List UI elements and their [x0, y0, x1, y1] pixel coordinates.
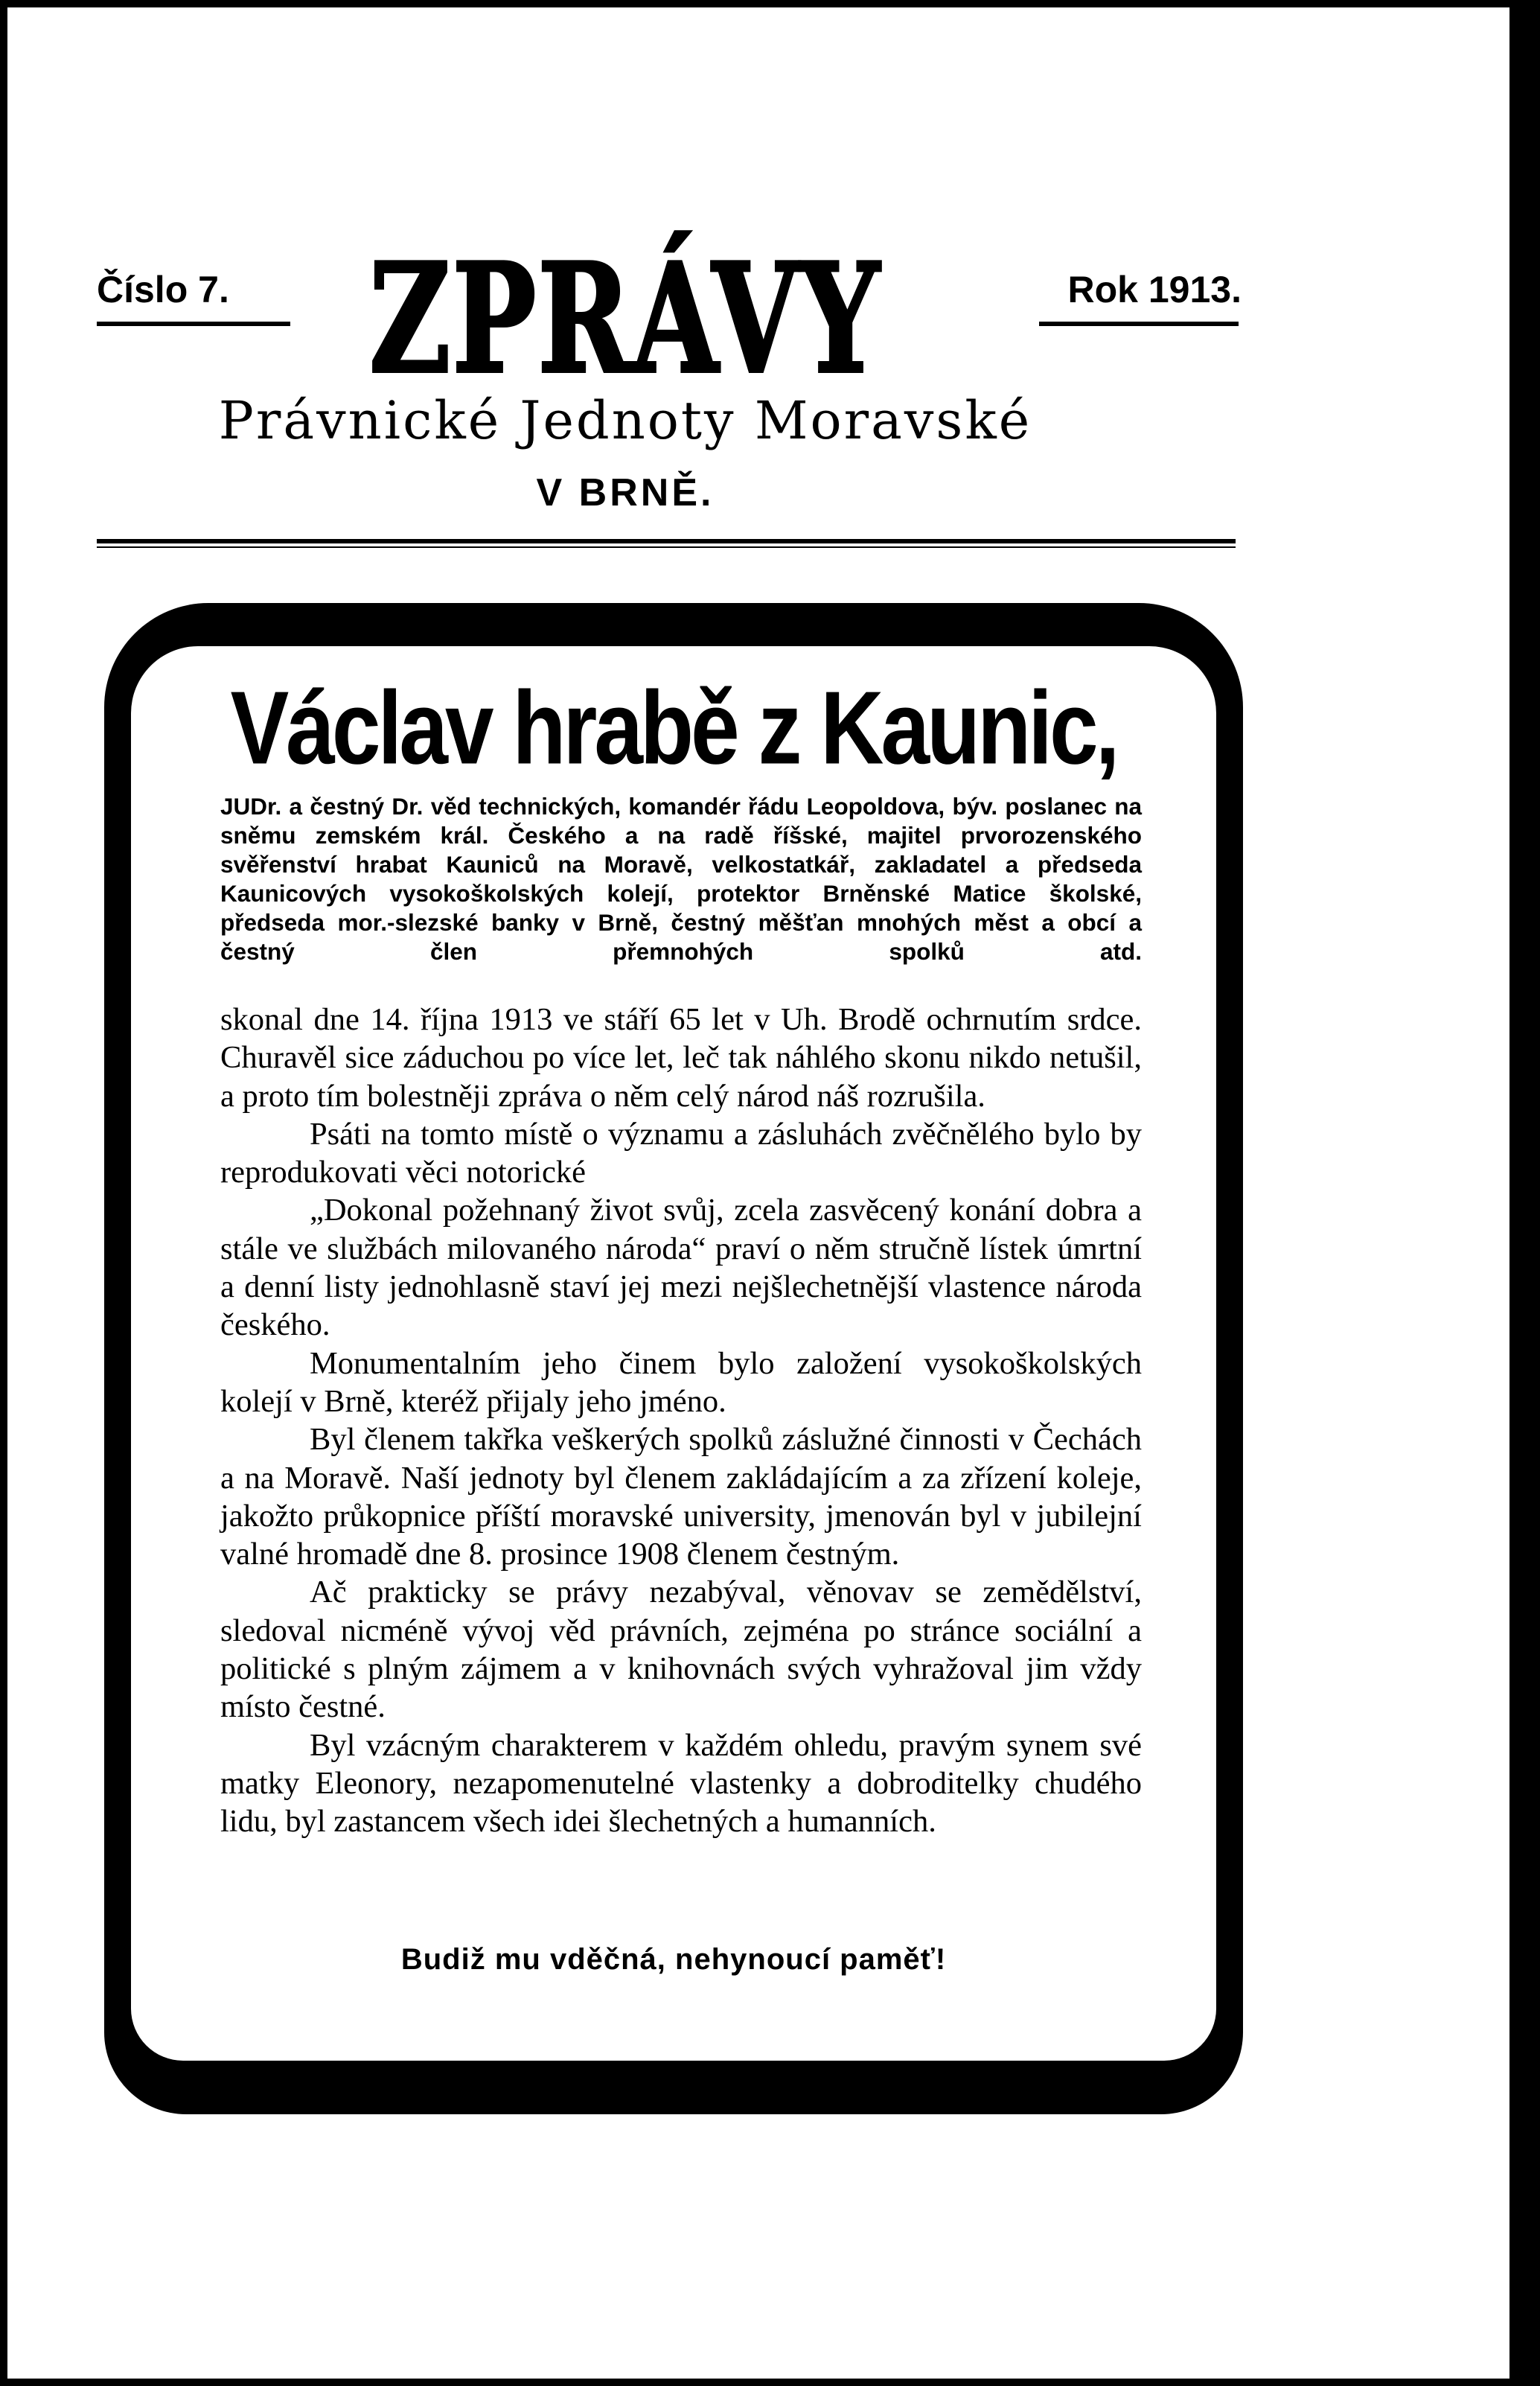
obituary-panel — [131, 646, 1216, 2061]
issue-year: Rok 1913. — [1067, 269, 1242, 310]
obituary-paragraph: Byl vzácným charakterem v každém ohledu, pravým synem své matky Eleonory, nezapomenutelné vlastenky a dobroditelky chudého lidu, byl zastancem všech idei šlechetných a humanních. — [220, 1727, 1142, 1840]
obituary-paragraph: Psáti na tomto místě o významu a zásluhách zvěčnělého bylo by reprodukovati věci notorické — [220, 1116, 1142, 1190]
obituary-paragraph: skonal dne 14. října 1913 ve stáří 65 let v Uh. Brodě ochrnutím srdce. Churavěl sice záduchou po více let, leč tak náhlého skonu nikdo netušil, a proto tím bolestněji zpráva o něm celý národ náš rozrušila. — [220, 1002, 1142, 1114]
obituary-paragraph: „Dokonal požehnaný život svůj, zcela zasvěcený konání dobra a stále ve službách milovaného národa“ praví o něm stručně lístek úmrtní a denní listy jednohlasně staví jej mezi nejšlechetnější vlastence národa českého. — [220, 1193, 1142, 1343]
mourning-frame — [104, 603, 1243, 2114]
masthead-rule — [97, 539, 1236, 543]
issue-year-underline — [1039, 322, 1239, 326]
obituary-closing: Budiž mu vděčná, nehynoucí paměť! — [400, 1943, 947, 1976]
obituary-paragraph: Byl členem takřka veškerých spolků záslužné činnosti v Čechách a na Moravě. Naší jednoty byl členem zakládajícím a za zřízení koleje, jakožto průkopnice příští moravské university, jmenován byl v jubilejní valné hromadě dne 8. prosince 1908 členem čestným. — [220, 1422, 1142, 1572]
masthead-title: ZPRÁVY — [369, 231, 881, 408]
masthead-subtitle: Právnické Jednoty Moravské — [218, 390, 1032, 451]
obituary-name: Václav hrabě z Kaunic, — [230, 670, 1117, 787]
masthead-rule-thin — [97, 546, 1236, 548]
issue-number: Číslo 7. — [97, 269, 229, 310]
masthead-city: V BRNĚ. — [536, 471, 715, 514]
obituary-paragraph: Monumentalním jeho činem bylo založení vysokoškolských kolejí v Brně, kteréž přijaly jeho jméno. — [220, 1345, 1142, 1419]
obituary-paragraph: Ač prakticky se právy nezabýval, věnovav se zemědělství, sledoval nicméně vývoj věd právních, zejména po stránce sociální a politické s plným zájmem a v knihovnách svých vyhražoval jim vždy místo čestné. — [220, 1575, 1142, 1725]
scan-edge — [1509, 0, 1540, 2386]
newsletter-page — [7, 7, 1509, 2379]
obituary-titles: JUDr. a čestný Dr. věd technických, komandér řádu Leopoldova, býv. poslanec na sněmu zemském král. Českého a na radě říšské, majitel prvorozenského svěřenství hrabat Kauniců na Moravě, velkostatkář, zakladatel a předseda Kaunicových vysokoškolských kolejí, protektor Brněnské Matice školské, předseda mor.-slezské banky v Brně, čestný měšťan mnohých měst a obcí a čestný člen přemnohých spolků atd. — [220, 793, 1142, 965]
obituary-body — [220, 1001, 1142, 1841]
